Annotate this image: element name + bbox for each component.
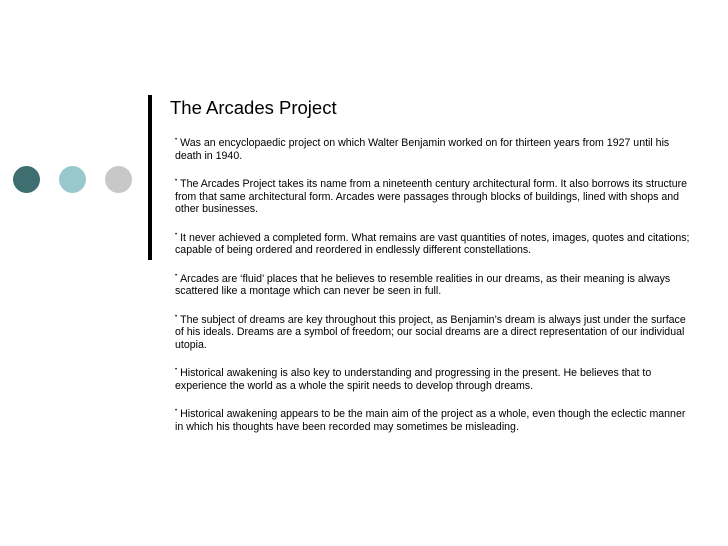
bullet-marker: • (175, 178, 178, 185)
slide-title: The Arcades Project (170, 97, 337, 118)
bullet-marker: • (175, 408, 178, 415)
bullet-marker: • (175, 272, 178, 279)
bullet-item (175, 137, 690, 162)
bullet-marker: • (175, 367, 178, 374)
bullet-item (175, 273, 690, 298)
bullet-item (175, 367, 690, 392)
accent-bar (148, 95, 152, 260)
bullet-item (175, 232, 690, 257)
bullet-text: The subject of dreams are key throughout this project, as Benjamin’s dream is always just under the surface of his ideals. Dreams are a symbol of freedom; our social dreams are a direct representation of our individual utopia. (175, 313, 686, 351)
bullet-text: The Arcades Project takes its name from a nineteenth century architectural form. It also borrows its structure from that same architectural form. Arcades were passages through blocks of buildings, lined with shops and other businesses. (175, 178, 688, 215)
bullet-item (175, 178, 690, 216)
bullet-item (175, 408, 690, 433)
bullet-text: Was an encyclopaedic project on which Walter Benjamin worked on for thirteen years from 1927 until his death in 1940. (175, 137, 670, 162)
bullet-marker: • (175, 231, 178, 238)
bullet-text: It never achieved a completed form. What remains are vast quantities of notes, images, quotes and citations; capable of being ordered and reordered in endlessly different constellations. (175, 231, 690, 256)
decorative-dot-light-teal (59, 166, 86, 193)
bullet-marker: • (175, 313, 178, 320)
bullet-list (175, 137, 690, 449)
bullet-text: Historical awakening is also key to understanding and progressing in the present. He believes that to experience the world as a whole the spirit needs to develop through dreams. (175, 367, 652, 392)
bullet-item (175, 314, 690, 352)
bullet-text: Historical awakening appears to be the main aim of the project as a whole, even though the eclectic manner in which his thoughts have been recorded may sometimes be misleading. (175, 408, 686, 433)
decorative-dot-gray (105, 166, 132, 193)
bullet-marker: • (175, 137, 178, 144)
bullet-text: Arcades are ‘fluid’ places that he believes to resemble realities in our dreams, as their meaning is always scattered like a montage which can never be seen in full. (175, 272, 671, 297)
decorative-dot-dark-teal (13, 166, 40, 193)
